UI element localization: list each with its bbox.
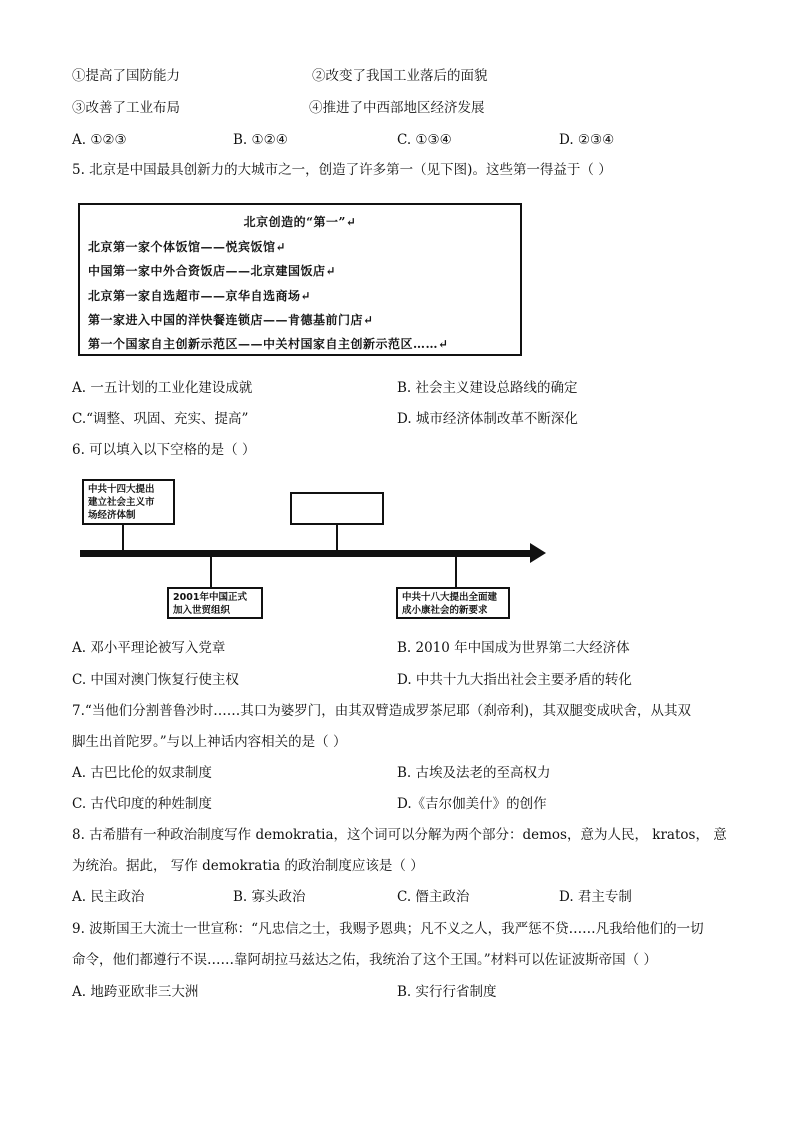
q5-figure-row: 中国第一家中外合资饭店——北京建国饭店↵ xyxy=(88,264,337,278)
q5-figure-row: 北京第一家个体饭馆——悦宾饭馆↵ xyxy=(88,240,287,254)
timeline-tick xyxy=(336,525,338,553)
q6-option-d: D. 中共十九大指出社会主要矛盾的转化 xyxy=(397,672,632,688)
q8-stem-line-1: 8. 古希腊有一种政治制度写作 demokratia，这个词可以分解为两个部分：demos，意为人民， kratos， 意 xyxy=(72,827,727,843)
q5-figure-row: 第一家进入中国的洋快餐连锁店——肯德基前门店↵ xyxy=(88,313,374,327)
timeline-event-text: 场经济体制 xyxy=(88,510,136,521)
q6-stem: 6. 可以填入以下空格的是（ ） xyxy=(72,442,256,458)
q4-option-d: D. ②③④ xyxy=(559,132,615,148)
q7-stem-line-1: 7.“当他们分割普鲁沙时……其口为婆罗门，由其双臂造成罗茶尼耶（刹帝利)，其双腿变成吠舍，从其双 xyxy=(72,703,692,719)
q6-option-c: C. 中国对澳门恢复行使主权 xyxy=(72,672,239,688)
timeline-arrowhead xyxy=(530,543,546,563)
q6-option-b: B. 2010 年中国成为世界第二大经济体 xyxy=(397,640,630,656)
q7-option-a: A. 古巴比伦的奴隶制度 xyxy=(72,765,212,781)
q7-option-b: B. 古埃及法老的至高权力 xyxy=(397,765,551,781)
timeline-event-text: 建立社会主义市 xyxy=(88,497,155,508)
timeline-event-text: 加入世贸组织 xyxy=(173,605,231,616)
q5-figure-box xyxy=(78,203,522,356)
timeline-axis xyxy=(80,550,532,557)
q5-stem: 5. 北京是中国最具创新力的大城市之一，创造了许多第一（见下图)。这些第一得益于（ ） xyxy=(72,162,612,178)
q4-statement-4: ④推进了中西部地区经济发展 xyxy=(309,100,485,116)
q8-option-d: D. 君主专制 xyxy=(559,889,632,905)
q7-option-c: C. 古代印度的种姓制度 xyxy=(72,796,212,812)
timeline-tick xyxy=(210,555,212,587)
q8-stem-line-2: 为统治。据此， 写作 demokratia 的政治制度应该是（ ） xyxy=(72,858,424,874)
q4-option-c: C. ①③④ xyxy=(397,132,452,148)
timeline-event-text: 2001年中国正式 xyxy=(173,592,247,603)
q5-figure-row: 北京第一家自选超市——京华自选商场↵ xyxy=(88,289,312,303)
timeline-event-text: 成小康社会的新要求 xyxy=(402,605,488,616)
q8-option-b: B. 寡头政治 xyxy=(233,889,306,905)
q5-option-b: B. 社会主义建设总路线的确定 xyxy=(397,380,578,396)
timeline-event-text: 中共十八大提出全面建 xyxy=(402,592,498,603)
q5-option-d: D. 城市经济体制改革不断深化 xyxy=(397,411,578,427)
q4-statement-3: ③改善了工业布局 xyxy=(72,100,180,116)
timeline-tick xyxy=(455,555,457,587)
q4-option-b: B. ①②④ xyxy=(233,132,288,148)
q4-statement-1: ①提高了国防能力 xyxy=(72,68,180,84)
q5-figure-title: 北京创造的“第一”↵ xyxy=(243,215,357,229)
q9-option-b: B. 实行行省制度 xyxy=(397,984,497,1000)
q5-figure-row: 第一个国家自主创新示范区——中关村国家自主创新示范区……↵ xyxy=(88,337,449,351)
timeline-event-box xyxy=(167,587,263,619)
q5-option-a: A. 一五计划的工业化建设成就 xyxy=(72,380,253,396)
q7-option-d: D.《吉尔伽美什》的创作 xyxy=(397,796,547,812)
q9-stem-line-1: 9. 波斯国王大流士一世宣称：“凡忠信之士，我赐予恩典；凡不义之人，我严惩不贷……凡我给他们的一切 xyxy=(72,921,704,937)
q9-option-a: A. 地跨亚欧非三大洲 xyxy=(72,984,199,1000)
timeline-blank-box xyxy=(290,492,384,525)
timeline-event-box xyxy=(396,587,510,619)
q6-option-a: A. 邓小平理论被写入党章 xyxy=(72,640,226,656)
q9-stem-line-2: 命令，他们都遵行不误……靠阿胡拉马兹达之佑，我统治了这个王国。”材料可以佐证波斯帝国（ ） xyxy=(72,952,657,968)
timeline-event-text: 中共十四大提出 xyxy=(88,484,155,495)
q8-option-c: C. 僭主政治 xyxy=(397,889,470,905)
timeline-tick xyxy=(122,525,124,553)
timeline-event-box xyxy=(82,479,175,525)
q8-option-a: A. 民主政治 xyxy=(72,889,145,905)
q4-option-a: A. ①②③ xyxy=(72,132,127,148)
q7-stem-line-2: 脚生出首陀罗。”与以上神话内容相关的是（ ） xyxy=(72,734,347,750)
q5-option-c: C.“调整、巩固、充实、提高” xyxy=(72,411,249,427)
q4-statement-2: ②改变了我国工业落后的面貌 xyxy=(312,68,488,84)
